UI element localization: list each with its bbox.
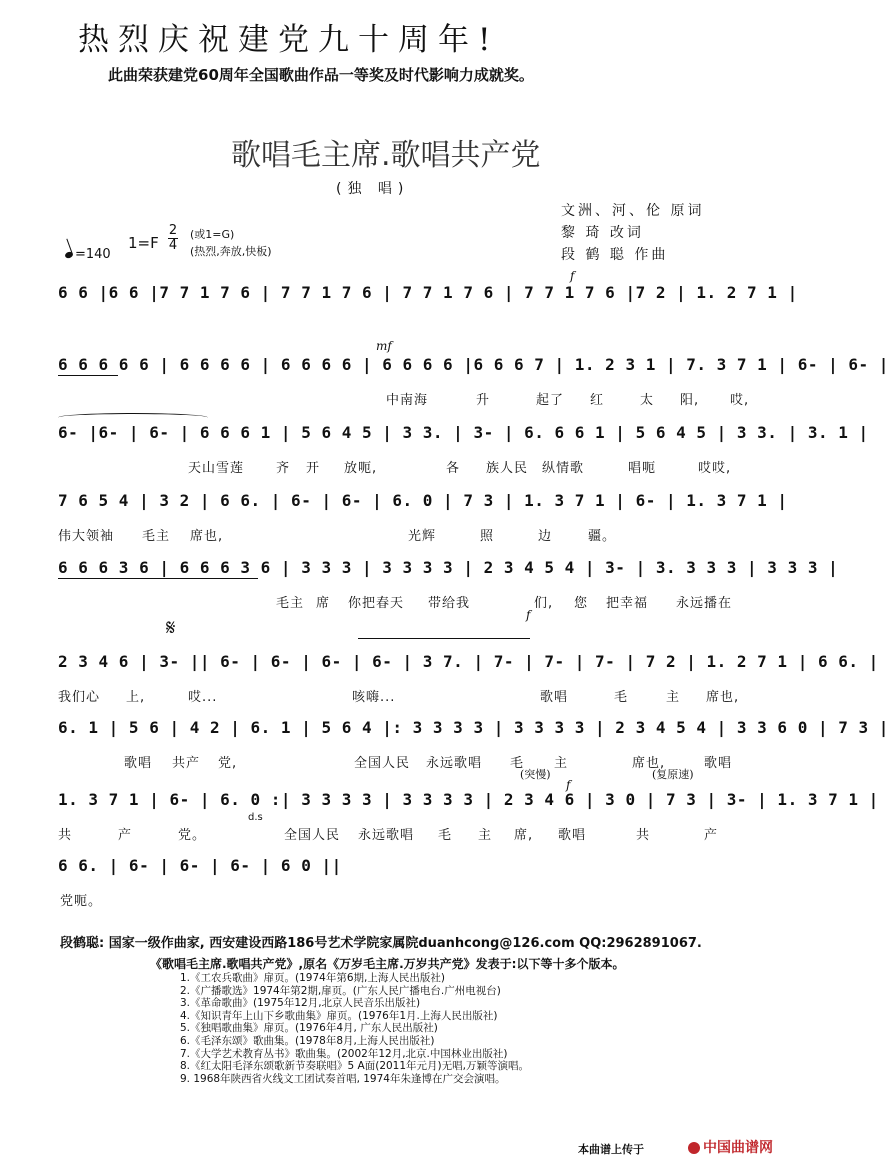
tempo-marking [65, 247, 111, 262]
key-signature: 1=F [128, 234, 159, 252]
publication-heading: 《歌唱毛主席.歌唱共产党》,原名《万岁毛主席.万岁共产党》发表于:以下等十多个版本。 [150, 957, 625, 971]
lyric: 们, [534, 596, 554, 611]
lyric: 照 [480, 529, 495, 544]
site-name: 中国曲谱网 [703, 1140, 773, 1156]
beam [58, 375, 118, 376]
slow-marking: (突慢) [520, 768, 551, 781]
score-line-9 [58, 856, 748, 922]
lyric: 哎, [730, 393, 750, 408]
lyric: 毛 [510, 756, 525, 771]
upload-note: 本曲谱上传于 [578, 1143, 644, 1156]
lyric: 族人民 [486, 461, 529, 476]
credit-lyricist: 文洲、河、伦 原词 [561, 203, 705, 219]
lyric: 起了 [536, 393, 565, 408]
notes: 2 3 4 6 | 3- || 6- | 6- | 6- | 6- | 3 7. | 7- | 7- | 7- | 7 2 | 1. 2 7 1 | 6 6. | [58, 652, 879, 671]
lyric: 全国人民 [284, 828, 341, 843]
notes: 6. 1 | 5 6 | 4 2 | 6. 1 | 5 6 4 |: 3 3 3 3 | 3 3 3 3 | 2 3 4 5 4 | 3 3 6 0 | 7 3 | [58, 718, 889, 737]
lyric: 毛主 [142, 529, 171, 544]
lyric: 上, [126, 690, 146, 705]
lyric: 全国人民 [354, 756, 411, 771]
forte-mark: f [526, 608, 531, 622]
crescendo-line [358, 638, 530, 639]
expression-text: (热烈,奔放,快板) [190, 245, 272, 258]
lyric: 主 [478, 828, 493, 843]
forte-mark: f [566, 778, 571, 792]
lyric: 阳, [680, 393, 700, 408]
a-tempo-marking: (复原速) [652, 768, 694, 781]
lyric: 产 [704, 828, 719, 843]
lyric: 把幸福 [606, 596, 649, 611]
lyric: 疆。 [588, 529, 617, 544]
mezzo-forte-mark: mf [376, 339, 392, 353]
lyric: 党呃。 [60, 894, 103, 909]
score-line-3 [58, 423, 869, 489]
score-line-5 [58, 558, 839, 624]
logo-icon [688, 1142, 700, 1154]
lyric: 产 [118, 828, 133, 843]
headline: 热烈庆祝建党九十周年! [78, 22, 500, 58]
lyric: 开 [306, 461, 321, 476]
lyric: 伟大领袖 [58, 529, 115, 544]
lyric: 哎... [188, 690, 218, 705]
lyric: 带给我 [428, 596, 471, 611]
lyric: 中南海 [386, 393, 429, 408]
publication-item: 2.《广播歌选》1974年第2期,扉页。(广东人民广播电台.广州电视台) [180, 984, 501, 997]
credit-reviser: 黎 琦 改词 [561, 225, 644, 241]
lyric: 升 [476, 393, 491, 408]
credit-composer: 段 鹤 聪 作曲 [561, 247, 669, 263]
lyric: 党, [218, 756, 238, 771]
lyric: 席也, [632, 756, 666, 771]
publication-item: 1.《工农兵歌曲》扉页。(1974年第6期,上海人民出版社) [180, 972, 445, 984]
credits [561, 200, 704, 266]
forte-mark: f [570, 269, 575, 283]
publication-item: 8.《红太阳毛泽东颂歌新节奏联唱》5 A面(2011年元月)无唱,万颖等演唱。 [180, 1060, 529, 1073]
score-line-4 [58, 491, 788, 557]
publication-item: 6.《毛泽东颂》歌曲集。(1978年8月,上海人民出版社) [180, 1034, 435, 1047]
site-logo[interactable] [688, 1137, 773, 1157]
lyric: 毛主 [276, 596, 305, 611]
lyric: 边 [538, 529, 553, 544]
lyric: 各 [446, 461, 461, 476]
score-line-8 [58, 768, 879, 856]
lyric: 永远歌唱 [358, 828, 415, 843]
score-line-2 [58, 339, 889, 421]
publication-item: 7.《大学艺术教育丛书》歌曲集。(2002年12月,北京.中国林业出版社) [180, 1047, 508, 1060]
notes: 6 6 |6 6 |7 7 1 7 6 | 7 7 1 7 6 | 7 7 1 7 6 | 7 7 1 7 6 |7 2 | 1. 2 7 1 | [58, 283, 798, 302]
lyric: 共 [636, 828, 651, 843]
quarter-note-icon [64, 251, 74, 259]
lyric: 歌唱 [124, 756, 153, 771]
lyric: 唱呃 [628, 461, 657, 476]
score-line-6 [58, 608, 879, 718]
lyric: 哎哎, [698, 461, 732, 476]
lyric: 党。 [178, 828, 207, 843]
lyric: 共产 [172, 756, 201, 771]
tempo-value: =140 [75, 247, 111, 262]
lyric: 席也, [190, 529, 224, 544]
lyric: 你把春天 [348, 596, 405, 611]
performance-type: (独 唱) [336, 181, 410, 197]
publication-item: 9. 1968年陕西省火线文工团试奏首唱, 1974年朱逢博在广交会演唱。 [180, 1072, 506, 1085]
lyric: 毛 [614, 690, 629, 705]
lyric: 放呃, [344, 461, 378, 476]
lyric: 永远播在 [676, 596, 733, 611]
segno-sign: 𝄋 [166, 616, 176, 641]
dal-segno-mark: d.s [248, 812, 263, 823]
score-line-7 [58, 718, 889, 784]
lyric: 您 [574, 596, 589, 611]
lyric: 歌唱 [558, 828, 587, 843]
publication-item: 3.《革命歌曲》(1975年12月,北京人民音乐出版社) [180, 997, 421, 1010]
lyric: 歌唱 [704, 756, 733, 771]
lyric: 纵情歌 [542, 461, 585, 476]
alt-key: (或1=G) [190, 228, 235, 241]
notes: 6 6 6 3 6 | 6 6 6 3 6 | 3 3 3 | 3 3 3 3 | 2 3 4 5 4 | 3- | 3. 3 3 3 | 3 3 3 | [58, 558, 839, 577]
lyric: 我们心 [58, 690, 101, 705]
lyric: 主 [554, 756, 569, 771]
beam [58, 578, 258, 579]
lyric: 永远歌唱 [426, 756, 483, 771]
expression-marking [190, 226, 272, 260]
notes: 7 6 5 4 | 3 2 | 6 6. | 6- | 6- | 6. 0 | 7 3 | 1. 3 7 1 | 6- | 1. 3 7 1 | [58, 491, 788, 510]
time-signature [168, 224, 178, 253]
lyric: 光辉 [408, 529, 437, 544]
notes: 6 6. | 6- | 6- | 6- | 6 0 || [58, 856, 342, 875]
lyric: 歌唱 [540, 690, 569, 705]
time-signature-bottom: 4 [168, 238, 178, 253]
notes: 1. 3 7 1 | 6- | 6. 0 :| 3 3 3 3 | 3 3 3 3 | 2 3 4 6 | 3 0 | 7 3 | 3- | 1. 3 7 1 | [58, 790, 879, 809]
notes: 6 6 6 6 6 | 6 6 6 6 | 6 6 6 6 | 6 6 6 6 |6 6 6 7 | 1. 2 3 1 | 7. 3 7 1 | 6- | 6- | [58, 355, 889, 374]
award-note: 此曲荣获建党60周年全国歌曲作品一等奖及时代影响力成就奖。 [108, 66, 534, 84]
lyric: 太 [640, 393, 655, 408]
composer-biography: 段鹤聪: 国家一级作曲家, 西安建设西路186号艺术学院家属院duanhcong@126.com QQ:2962891067. [60, 936, 702, 951]
time-signature-top: 2 [168, 223, 178, 238]
publication-item: 5.《独唱歌曲集》扉页。(1976年4月, 广东人民出版社) [180, 1022, 438, 1035]
lyric: 咳嗨... [352, 690, 396, 705]
lyric: 席也, [706, 690, 740, 705]
score-line-1 [58, 269, 798, 349]
song-title: 歌唱毛主席.歌唱共产党 [231, 138, 541, 173]
lyric: 主 [666, 690, 681, 705]
notes: 6- |6- | 6- | 6 6 6 1 | 5 6 4 5 | 3 3. | 3- | 6. 6 6 1 | 5 6 4 5 | 3 3. | 3. 1 | [58, 423, 869, 442]
publication-item: 4.《知识青年上山下乡歌曲集》扉页。(1976年1月.上海人民出版社) [180, 1009, 498, 1022]
lyric: 毛 [438, 828, 453, 843]
lyric: 席 [316, 596, 331, 611]
lyric: 天山雪莲 [188, 461, 245, 476]
publication-list [180, 972, 529, 1085]
lyric: 共 [58, 828, 73, 843]
lyric: 红 [590, 393, 605, 408]
lyric: 席, [514, 828, 534, 843]
slur [58, 413, 208, 422]
lyric: 齐 [276, 461, 291, 476]
